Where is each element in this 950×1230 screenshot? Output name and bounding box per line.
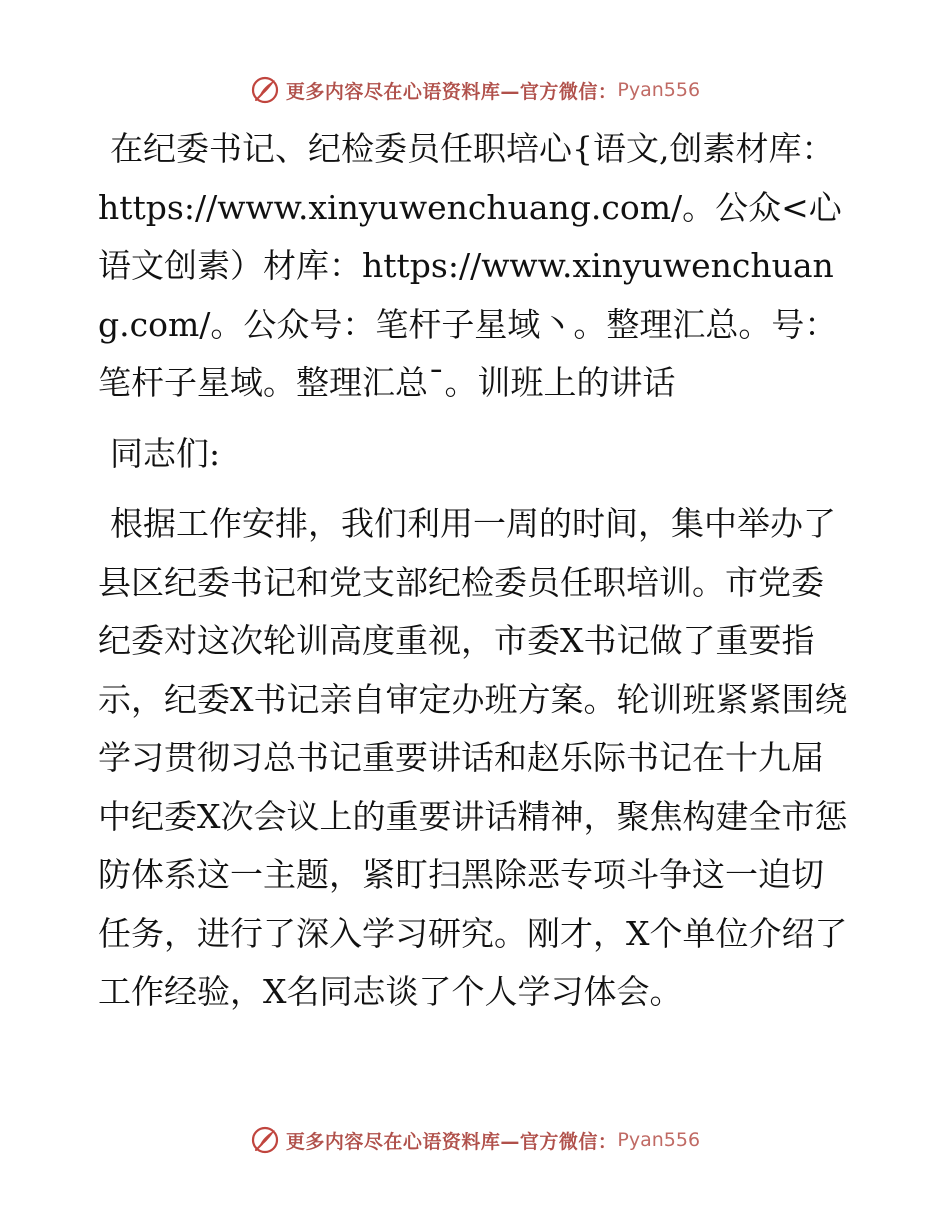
- salutation: 同志们:: [110, 433, 221, 473]
- banner-text: 更多内容尽在心语资料库—官方微信：: [285, 80, 618, 103]
- body-paragraph: 根据工作安排，我们利用一周的时间，集中举办了县区纪委书记和党支部纪检委员任职培训。市党委纪委对这次轮训高度重视，市委X书记做了重要指示，纪委X书记亲自审定办班方案。轮训班紧紧围绕学习贯彻习总书记重要讲话和赵乐际书记在十九届中纪委X次会议上的重要讲话精神，聚焦构建全市惩防体系这一主题，紧盯扫黑除恶专项斗争这一迫切任务，进行了深入学习研究。刚才，X个单位介绍了工作经验，X名同志谈了个人学习体会。: [98, 504, 848, 1011]
- feather-pen-circle-logo-icon: [250, 75, 280, 105]
- banner-text: 更多内容尽在心语资料库—官方微信：: [285, 1130, 618, 1153]
- title-paragraph: 在纪委书记、纪检委员任职培心{语文,创素材库：https://www.xinyuwenchuang.com/。公众<心语文创素）材库：https://www.xinyuwenchuang.com/。公众号：笔杆子星域丶。整理汇总。号：笔杆子星域。整理汇总¯。训班上的讲话: [98, 129, 842, 402]
- footer-banner: [0, 1122, 950, 1158]
- document-body: [98, 120, 852, 1022]
- banner-wechat-id: Pyan556: [617, 79, 701, 101]
- feather-pen-circle-logo-icon: [250, 1125, 280, 1155]
- header-banner: [0, 72, 950, 108]
- banner-wechat-id: Pyan556: [617, 1129, 701, 1151]
